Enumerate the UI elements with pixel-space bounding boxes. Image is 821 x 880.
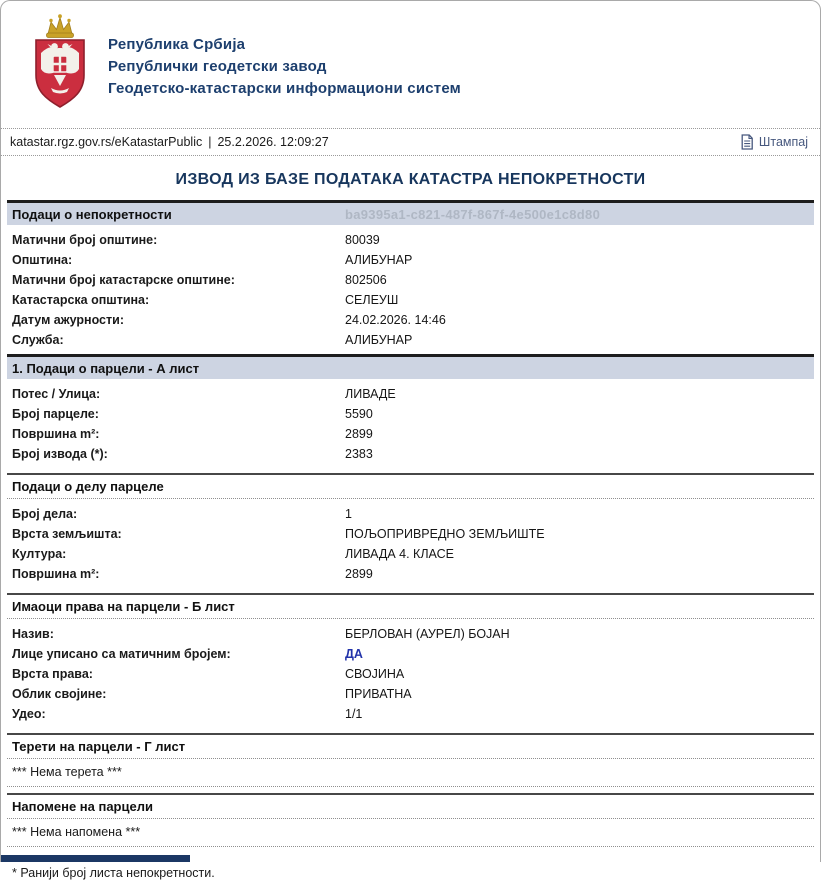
field-value: 80039 [345, 233, 380, 247]
subsection-header-parcel-part: Подаци о делу парцеле [7, 473, 814, 499]
table-row [7, 230, 814, 250]
field-label: Удео: [12, 707, 46, 721]
table-row [7, 444, 814, 464]
agency-line-system: Геодетско-катастарски информациони систем [108, 80, 461, 97]
parcel-part-rows [7, 499, 814, 588]
print-icon [740, 134, 754, 150]
field-label: Број парцеле: [12, 407, 99, 421]
table-row [7, 524, 814, 544]
field-value: СЕЛЕУШ [345, 293, 399, 307]
table-row [7, 564, 814, 584]
field-label: Површина m²: [12, 427, 100, 441]
field-value: 802506 [345, 273, 387, 287]
field-value: ЛИВАДЕ [345, 387, 396, 401]
table-row [7, 384, 814, 404]
field-value: 2899 [345, 427, 373, 441]
separator: | [208, 135, 212, 149]
table-row [7, 704, 814, 724]
field-label: Број извода (*): [12, 447, 108, 461]
section-title: 1. Подаци о парцели - А лист [12, 360, 200, 376]
meta-toolbar [1, 128, 820, 156]
subsection-header-burdens-g: Терети на парцели - Г лист [7, 733, 814, 759]
field-value: ЛИВАДА 4. КЛАСЕ [345, 547, 454, 561]
property-uuid: ba9395a1-c821-487f-867f-4e500e1c8d80 [345, 206, 601, 222]
field-label: Облик својине: [12, 687, 107, 701]
field-label: Површина m²: [12, 567, 100, 581]
source-url: katastar.rgz.gov.rs/eKatastarPublic [10, 135, 203, 149]
table-row [7, 250, 814, 270]
field-label: Потес / Улица: [12, 387, 101, 401]
app-header [1, 1, 820, 128]
field-label: Назив: [12, 627, 54, 641]
field-label: Врста права: [12, 667, 93, 681]
print-button[interactable] [740, 134, 808, 150]
table-row [7, 644, 814, 664]
table-row [7, 624, 814, 644]
field-label: Катастарска општина: [12, 293, 150, 307]
table-row [7, 310, 814, 330]
parcel-rows [7, 379, 814, 468]
subsection-header-notes: Напомене на парцели [7, 793, 814, 819]
field-label: Култура: [12, 547, 67, 561]
field-value: 1 [345, 507, 352, 521]
no-burdens-text: *** Нема терета *** [7, 759, 814, 787]
agency-title-block [108, 13, 461, 128]
serbia-coat-of-arms-icon [29, 13, 91, 111]
section-header-property [7, 200, 814, 225]
section-header-parcel-a [7, 354, 814, 379]
field-label: Матични број катастарске општине: [12, 273, 235, 287]
registered-person-link[interactable]: ДА [345, 647, 363, 661]
field-value: 2383 [345, 447, 373, 461]
no-notes-text: *** Нема напомена *** [7, 819, 814, 847]
subsection-header-rights-b: Имаоци права на парцели - Б лист [7, 593, 814, 619]
table-row [7, 664, 814, 684]
table-row [7, 330, 814, 350]
field-value: АЛИБУНАР [345, 253, 413, 267]
field-value: СВОЈИНА [345, 667, 405, 681]
field-value: 5590 [345, 407, 373, 421]
table-row [7, 404, 814, 424]
field-value: АЛИБУНАР [345, 333, 413, 347]
extract-content [1, 200, 820, 880]
agency-line-institution: Републички геодетски завод [108, 58, 327, 75]
field-value: БЕРЛОВАН (АУРЕЛ) БОЈАН [345, 627, 510, 641]
field-value: ПРИВАТНА [345, 687, 412, 701]
rights-rows [7, 619, 814, 728]
field-label: Матични број општине: [12, 233, 158, 247]
source-and-time [10, 135, 329, 149]
table-row [7, 544, 814, 564]
property-rows [7, 225, 814, 354]
agency-line-country: Република Србија [108, 36, 246, 53]
footnote-text: * Ранији број листа непокретности. [12, 866, 215, 880]
timestamp: 25.2.2026. 12:09:27 [217, 135, 329, 149]
field-value: ПОЉОПРИВРЕДНО ЗЕМЉИШТЕ [345, 527, 545, 541]
field-label: Врста земљишта: [12, 527, 122, 541]
field-label: Општина: [12, 253, 73, 267]
field-label: Служба: [12, 333, 64, 347]
field-label: Датум ажурности: [12, 313, 124, 327]
table-row [7, 424, 814, 444]
section-title: Подаци о непокретности [12, 206, 172, 222]
field-label: Лице уписано са матичним бројем: [12, 647, 231, 661]
table-row [7, 504, 814, 524]
print-label: Штампај [758, 135, 808, 149]
field-value: 24.02.2026. 14:46 [345, 313, 446, 327]
field-value: 1/1 [345, 707, 363, 721]
table-row [7, 684, 814, 704]
field-label: Број дела: [12, 507, 78, 521]
field-value: 2899 [345, 567, 373, 581]
table-row [7, 270, 814, 290]
table-row [7, 290, 814, 310]
bottom-navy-bar [1, 855, 190, 862]
page-title: ИЗВОД ИЗ БАЗЕ ПОДАТАКА КАТАСТРА НЕПОКРЕТНОСТИ [175, 171, 646, 188]
